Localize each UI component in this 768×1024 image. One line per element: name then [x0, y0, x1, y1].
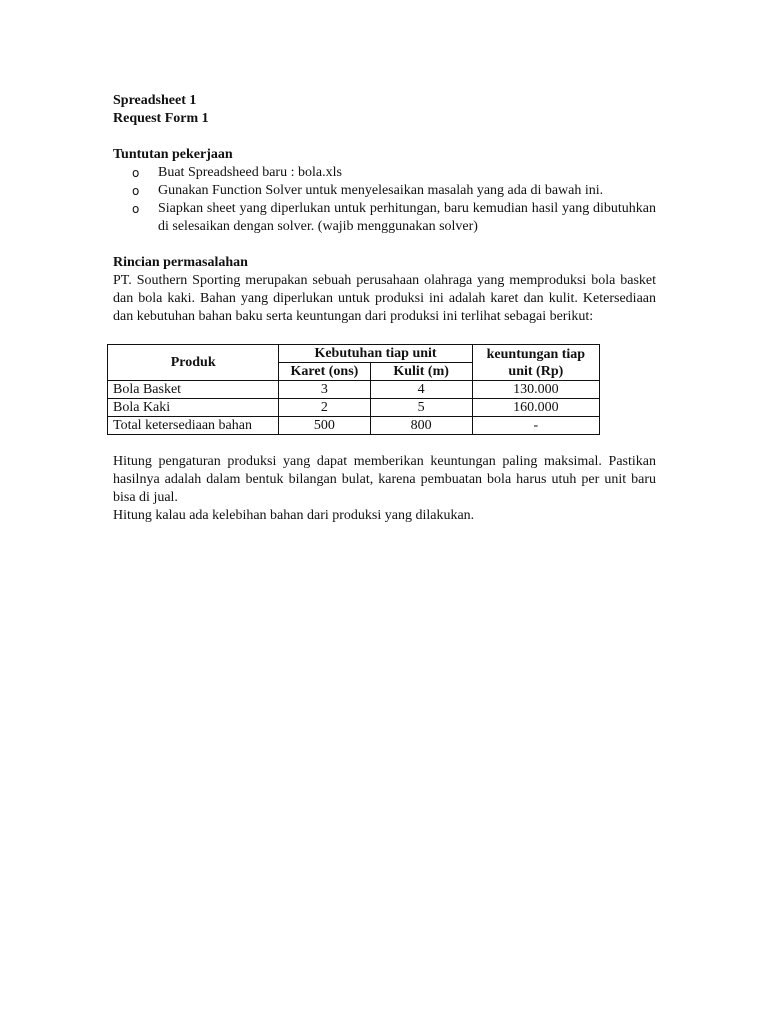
table-header-row	[108, 345, 600, 363]
document-title: Spreadsheet 1	[113, 93, 197, 108]
closing-paragraph: Hitung pengaturan produksi yang dapat memberikan keuntungan paling maksimal. Pastikan hasilnya adalah dalam bentuk bilangan bulat, karena pembuatan bola harus utuh per unit baru bisa di jual.	[113, 454, 656, 505]
cell-keuntungan: -	[472, 417, 599, 435]
cell-keuntungan: 160.000	[472, 399, 599, 417]
task-text: Siapkan sheet yang diperlukan untuk perhitungan, baru kemudian hasil yang dibutuhkan di selesaikan dengan solver. (wajib menggunakan solver)	[158, 201, 656, 234]
cell-kulit: 800	[370, 417, 472, 435]
bullet-circle-icon: o	[132, 202, 140, 216]
list-item	[113, 164, 656, 182]
cell-produk: Total ketersediaan bahan	[108, 417, 279, 435]
header-kebutuhan: Kebutuhan tiap unit	[279, 345, 472, 363]
bullet-circle-icon: o	[132, 166, 140, 180]
task-text: Buat Spreadsheed baru : bola.xls	[158, 165, 342, 180]
cell-karet: 2	[279, 399, 370, 417]
cell-keuntungan: 130.000	[472, 381, 599, 399]
header-keuntungan: keuntungan tiap unit (Rp)	[472, 345, 599, 381]
cell-kulit: 5	[370, 399, 472, 417]
table-row	[108, 399, 600, 417]
requirements-table	[107, 344, 600, 435]
table-row	[108, 417, 600, 435]
task-text: Gunakan Function Solver untuk menyelesaikan masalah yang ada di bawah ini.	[158, 183, 604, 198]
table-row	[108, 381, 600, 399]
document-page	[113, 92, 656, 525]
cell-kulit: 4	[370, 381, 472, 399]
tasks-list	[113, 164, 656, 236]
spacer	[113, 236, 656, 254]
spacer	[113, 128, 656, 146]
document-subtitle: Request Form 1	[113, 111, 209, 126]
problem-intro: PT. Southern Sporting merupakan sebuah perusahaan olahraga yang memproduksi bola basket dan bola kaki. Bahan yang diperlukan untuk produksi ini adalah karet dan kulit. Ketersediaan dan kebutuhan bahan baku serta keuntungan dari produksi ini terlihat sebagai berikut:	[113, 273, 656, 324]
header-produk: Produk	[108, 345, 279, 381]
tasks-heading: Tuntutan pekerjaan	[113, 147, 233, 162]
header-karet: Karet (ons)	[279, 363, 370, 381]
bullet-circle-icon: o	[132, 184, 140, 198]
list-item	[113, 182, 656, 200]
header-kulit: Kulit (m)	[370, 363, 472, 381]
closing-note: Hitung kalau ada kelebihan bahan dari produksi yang dilakukan.	[113, 508, 475, 523]
spacer	[113, 435, 656, 453]
cell-produk: Bola Kaki	[108, 399, 279, 417]
problem-heading: Rincian permasalahan	[113, 255, 248, 270]
cell-karet: 3	[279, 381, 370, 399]
cell-karet: 500	[279, 417, 370, 435]
list-item	[113, 200, 656, 236]
cell-produk: Bola Basket	[108, 381, 279, 399]
